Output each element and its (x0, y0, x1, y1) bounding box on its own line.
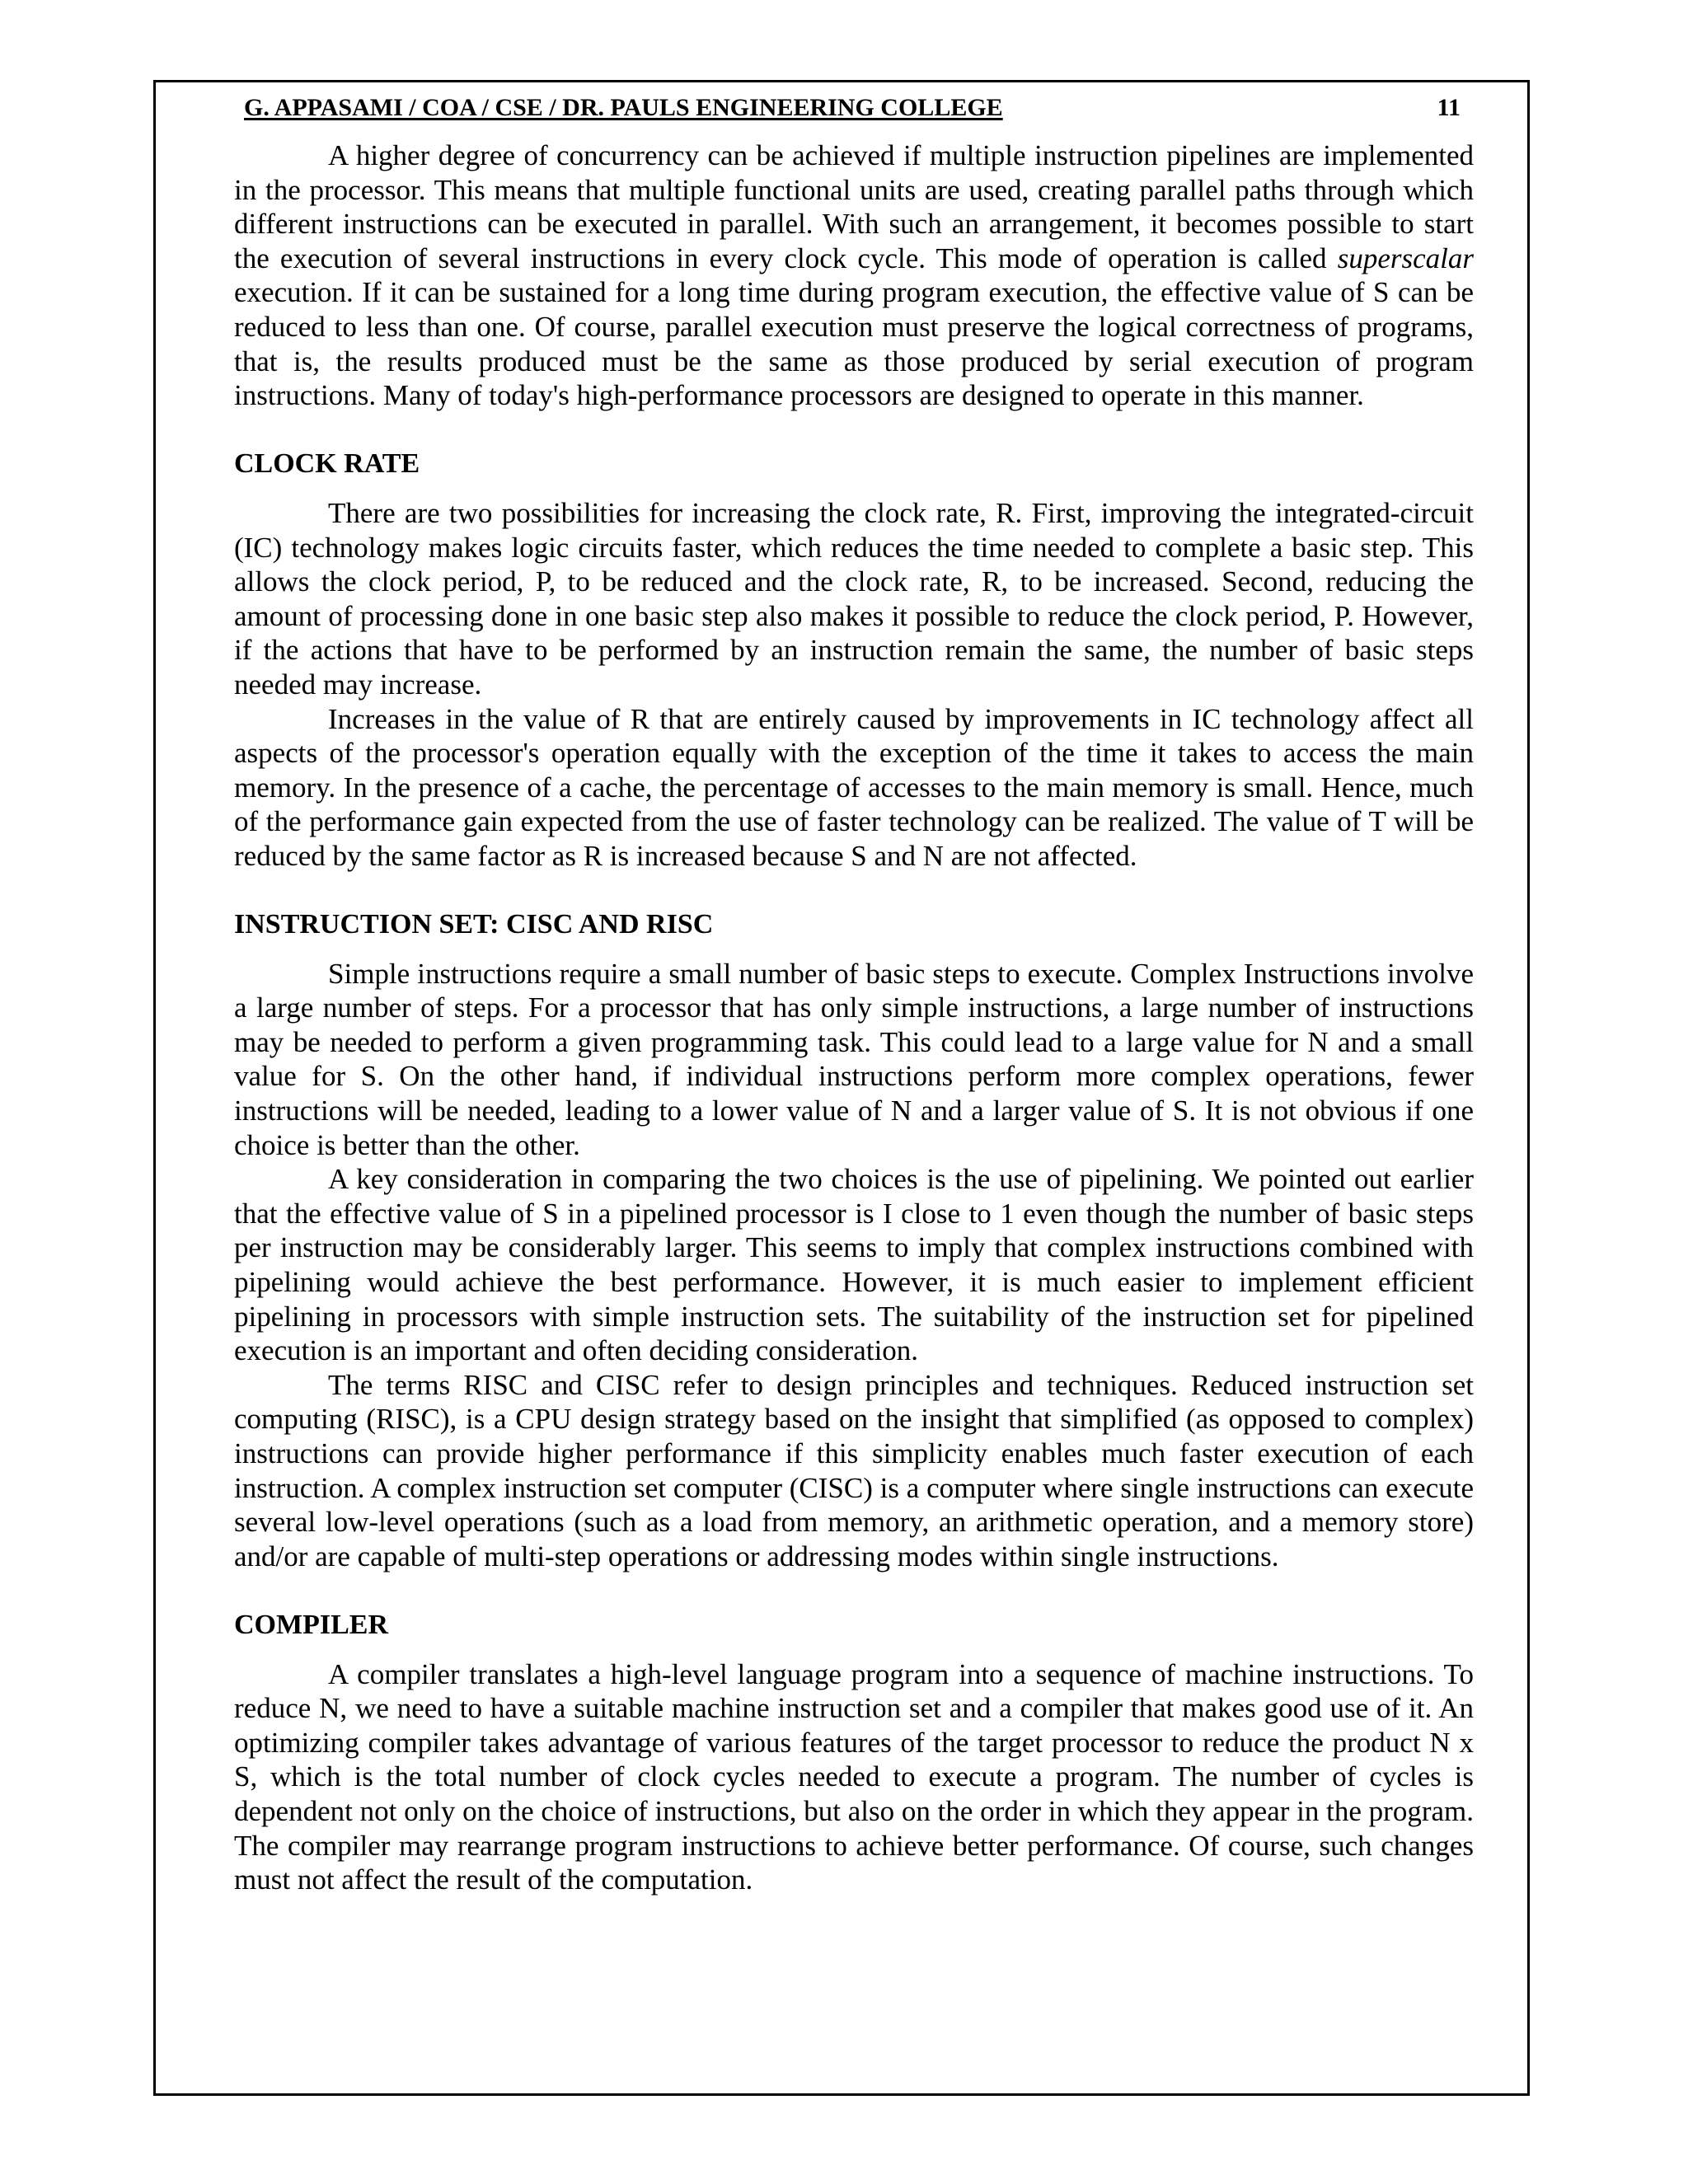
compiler-heading: COMPILER (234, 1609, 388, 1640)
instruction-set-paragraph-2: A key consideration in comparing the two choices is the use of pipelining. We pointed out earlier that the effective value of S in a pipelined processor is I close to 1 even though the number of basic steps per instruction may be considerably larger. This seems to imply that complex instructions combined with pipelining would achieve the best performance. However, it is much easier to implement efficient pipelining in processors with simple instruction sets. The suitability of the instruction set for pipelined execution is an important and often deciding consideration. (234, 1163, 1474, 1367)
intro-text-start: A higher degree of concurrency can be achieved if multiple instruction pipelines are implemented in the processor. This means that multiple functional units are used, creating parallel paths through which different instructions can be executed in parallel. With such an arrangement, it becomes possible to start the execution of several instructions in every clock cycle. This mode of operation is called (234, 139, 1474, 274)
clock-rate-paragraph-1: There are two possibilities for increasing the clock rate, R. First, improving the integrated-circuit (IC) technology makes logic circuits faster, which reduces the time needed to complete a basic step. This allows the clock period, P, to be reduced and the clock rate, R, to be increased. Second, reducing the amount of processing done in one basic step also makes it possible to reduce the clock period, P. However, if the actions that have to be performed by an instruction remain the same, the number of basic steps needed may increase. (234, 496, 1474, 701)
instruction-set-paragraph-3: The terms RISC and CISC refer to design principles and techniques. Reduced instruction set computing (RISC), is a CPU design strategy based on the insight that simplified (as opposed to complex) instructions can provide higher performance if this simplicity enables much faster execution of each instruction. A complex instruction set computer (CISC) is a computer where single instructions can execute several low-level operations (such as a load from memory, an arithmetic operation, and a memory store) and/or are capable of multi-step operations or addressing modes within single instructions. (234, 1368, 1474, 1572)
document-body (234, 138, 1474, 1897)
page-number: 11 (1437, 94, 1461, 121)
intro-paragraph (234, 138, 1474, 413)
instruction-set-paragraph-1: Simple instructions require a small number of basic steps to execute. Complex Instructions involve a large number of steps. For a processor that has only simple instructions, a large number of instructions may be needed to perform a given programming task. This could lead to a large value for N and a small value for S. On the other hand, if individual instructions perform more complex operations, fewer instructions will be needed, leading to a lower value of N and a larger value of S. It is not obvious if one choice is better than the other. (234, 957, 1474, 1161)
compiler-paragraph-1: A compiler translates a high-level language program into a sequence of machine instructions. To reduce N, we need to have a suitable machine instruction set and a compiler that makes good use of it. An optimizing compiler takes advantage of various features of the target processor to reduce the product N x S, which is the total number of clock cycles needed to execute a program. The number of cycles is dependent not only on the choice of instructions, but also on the order in which they appear in the program. The compiler may rearrange program instructions to achieve better performance. Of course, such changes must not affect the result of the computation. (234, 1657, 1474, 1896)
clock-rate-heading: CLOCK RATE (234, 448, 420, 480)
clock-rate-paragraph-2: Increases in the value of R that are entirely caused by improvements in IC technology affect all aspects of the processor's operation equally with the exception of the time it takes to access the main memory. In the presence of a cache, the percentage of accesses to the main memory is small. Hence, much of the performance gain expected from the use of faster technology can be realized. The value of T will be reduced by the same factor as R is increased because S and N are not affected. (234, 702, 1474, 872)
page-header (244, 93, 1461, 123)
superscalar-term: superscalar (1337, 241, 1474, 274)
header-title: G. APPASAMI / COA / CSE / DR. PAULS ENGINEERING COLLEGE (244, 94, 1003, 121)
instruction-set-heading: INSTRUCTION SET: CISC AND RISC (234, 909, 714, 940)
intro-text-end: execution. If it can be sustained for a long time during program execution, the effective value of S can be reduced to less than one. Of course, parallel execution must preserve the logical correctness of programs, that is, the results produced must be the same as those produced by serial execution of program instructions. Many of today's high-performance processors are designed to operate in this manner. (234, 276, 1474, 412)
